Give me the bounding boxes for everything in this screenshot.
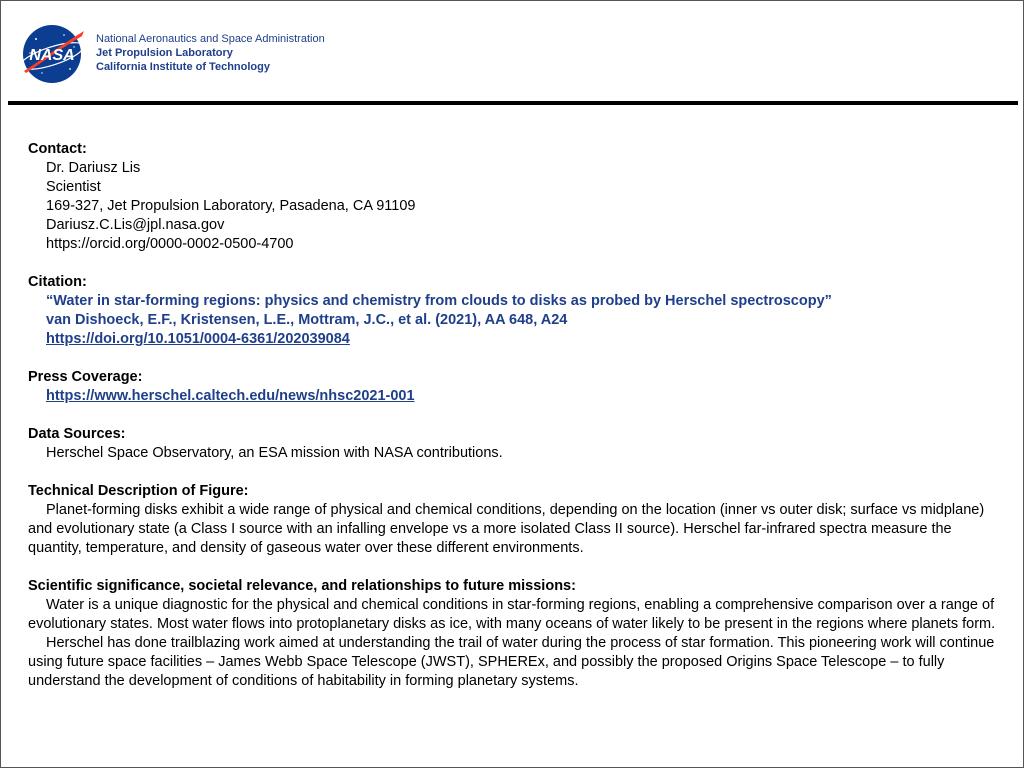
agency-line-nasa: National Aeronautics and Space Administration bbox=[96, 33, 325, 45]
citation-authors: van Dishoeck, E.F., Kristensen, L.E., Mottram, J.C., et al. (2021), AA 648, A24 bbox=[46, 312, 568, 328]
data-sources-heading: Data Sources: bbox=[28, 426, 126, 442]
citation-section bbox=[28, 273, 998, 349]
contact-name: Dr. Dariusz Lis bbox=[46, 160, 141, 176]
nasa-meatball-logo-icon bbox=[18, 23, 86, 85]
data-sources-text: Herschel Space Observatory, an ESA mission with NASA contributions. bbox=[46, 445, 503, 461]
citation-doi-link[interactable]: https://doi.org/10.1051/0004-6361/202039084 bbox=[46, 331, 350, 347]
press-heading: Press Coverage: bbox=[28, 369, 143, 385]
agency-line-jpl: Jet Propulsion Laboratory bbox=[96, 47, 233, 59]
header-divider bbox=[8, 101, 1018, 105]
contact-email[interactable]: Dariusz.C.Lis@jpl.nasa.gov bbox=[46, 217, 225, 233]
main-content bbox=[28, 140, 998, 710]
agency-block bbox=[96, 32, 416, 74]
significance-paragraph-2: Herschel has done trailblazing work aimed at understanding the trail of water during the process of star formation. This pioneering work will continue using future space facilities – James Webb Space Telescope (JWST), SPHEREx, and possibly the proposed Origins Space Telescope – to fully understand the development of conditions of habitability in forming planetary systems. bbox=[28, 635, 995, 689]
press-section bbox=[28, 368, 998, 406]
contact-title: Scientist bbox=[46, 179, 101, 195]
significance-paragraph-1: Water is a unique diagnostic for the physical and chemical conditions in star-forming regions, enabling a comprehensive comparison over a range of evolutionary states. Most water flows into protoplanetary disks as ice, with many oceans of water likely to be present in the regions where planets form. bbox=[28, 597, 996, 632]
citation-heading: Citation: bbox=[28, 274, 87, 290]
press-link[interactable]: https://www.herschel.caltech.edu/news/nhsc2021-001 bbox=[46, 388, 415, 404]
significance-heading: Scientific significance, societal relevance, and relationships to future missions: bbox=[28, 578, 576, 594]
agency-line-caltech: California Institute of Technology bbox=[96, 61, 270, 73]
technical-heading: Technical Description of Figure: bbox=[28, 483, 249, 499]
data-sources-section bbox=[28, 425, 998, 463]
technical-text: Planet-forming disks exhibit a wide range of physical and chemical conditions, depending on the location (inner vs outer disk; surface vs midplane) and evolutionary state (a Class I source with an infalling envelope vs a more isolated Class II source). Herschel far-infrared spectra measure the quantity, temperature, and density of gaseous water over these different environments. bbox=[28, 502, 985, 556]
technical-section bbox=[28, 482, 998, 558]
contact-address: 169-327, Jet Propulsion Laboratory, Pasadena, CA 91109 bbox=[46, 198, 416, 214]
contact-heading: Contact: bbox=[28, 141, 87, 157]
significance-section bbox=[28, 577, 998, 691]
contact-section bbox=[28, 140, 998, 254]
contact-orcid[interactable]: https://orcid.org/0000-0002-0500-4700 bbox=[46, 236, 294, 252]
citation-title: “Water in star-forming regions: physics and chemistry from clouds to disks as probed by Herschel spectroscopy” bbox=[46, 293, 832, 309]
logo-text: NASA bbox=[29, 47, 75, 64]
